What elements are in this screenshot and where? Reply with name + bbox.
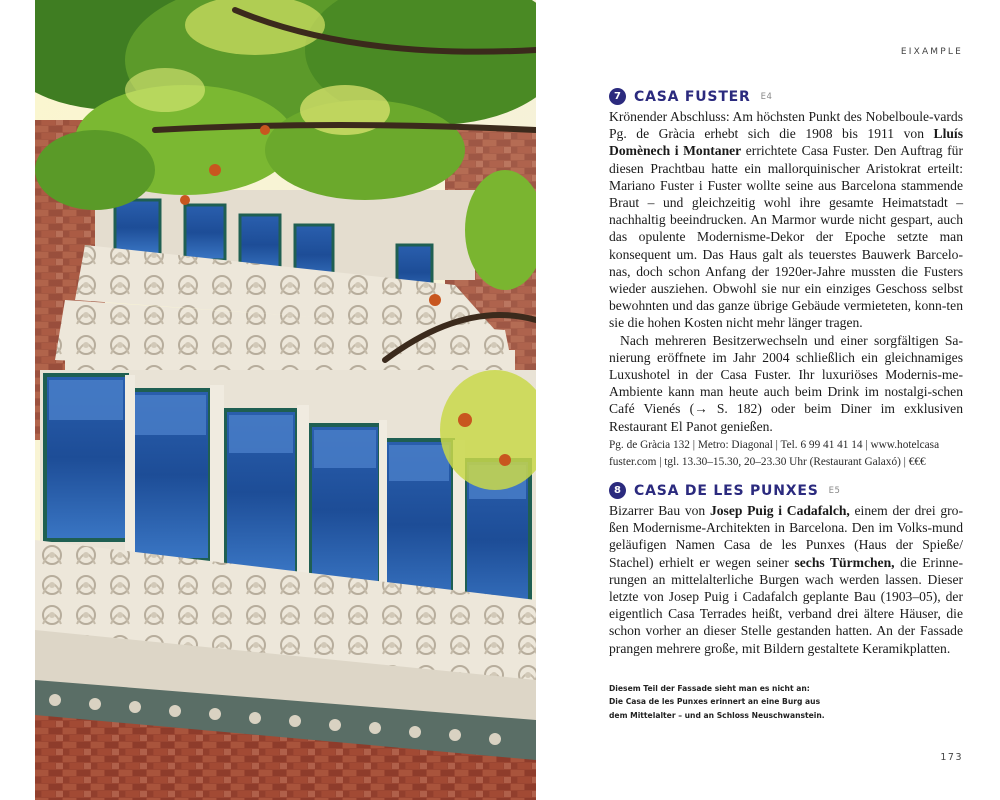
highlight-architect: Josep Puig i Cadafalch,: [709, 503, 850, 518]
entry-title: CASA FUSTER: [634, 88, 751, 105]
entry-paragraph: Nach mehreren Besitzerwechseln und einer sorgfältigen Sa-nierung eröffnete im Jahr 2004 schließlich ein gleichnamiges Luxushotel in der Casa Fuster. Ihr luxuriöses Modernis-me-Ambiente kann man heute auch beim Drink im nostalgi-schen Café Vienés (→ S. 182) oder beim Diner im exklusiven Restaurant El Panot genießen.: [609, 332, 963, 434]
entry-casa-de-les-punxes: [609, 482, 963, 657]
facade-photo: [35, 0, 536, 800]
entry-paragraph: Krönender Abschluss: Am höchsten Punkt des Nobelboule-vards Pg. de Gràcia erhebt sich die 1908 bis 1911 von Lluís Domènech i Montaner errichtete Casa Fuster. Den Auftrag für diesen Prachtbau hatte ein mallorquinischer Aristokrat erteilt: Mariano Fuster i Fuster wollte seine aus Barcelona stammende Braut – und gleichzeitig wohl ihre gesamte Heimatstadt – nachhaltig beeindrucken. An Marmor wurde nicht gespart, auch das opulente Modernisme-Dekor der Epoche setzte man konsequent um. Das Haus galt als teuerstes Bauwerk Barcelo-nas, doch schon Anfang der 1920er-Jahre mussten die Fusters wieder ausziehen. Obwohl sie nur ein einziges Geschoss selbst bewohnten und das ganze übrige Gebäude vermieteten, konn-ten sie die hohen Kosten nicht mehr länger tragen.: [609, 109, 963, 331]
caption-line: Die Casa de les Punxes erinnert an eine Burg aus: [609, 697, 821, 707]
highlight-architect: Lluís Domènech i Montaner: [609, 126, 963, 159]
entry-casa-fuster: [609, 88, 963, 471]
entry-heading: [609, 482, 963, 499]
photo-caption: [609, 682, 869, 722]
entry-heading: [609, 88, 963, 105]
page-number: 173: [940, 752, 963, 763]
entry-title: CASA DE LES PUNXES: [634, 482, 819, 499]
map-grid-reference: E5: [828, 485, 841, 496]
entry-number-badge: 8: [609, 482, 626, 499]
caption-line: dem Mittelalter – und an Schloss Neuschwanstein.: [609, 710, 825, 720]
entry-paragraph: Bizarrer Bau von Josep Puig i Cadafalch, einem der drei gro-ßen Modernisme-Architekten in Barcelona. Den im Volks-mund geläufigen Namen Casa de les Punxes (Haus der Spieße/ Stachel) erhielt er wegen seiner sechs Türmchen, die Erinne-rungen an mittelalterliche Burgen wach werden lassen. Dieser letzte von Josep Puig i Cadafalch geplante Bau (1903–05), der eigentlich Casa Terrades heißt, verband drei ältere Häuser, die schon vorher an dieser Stelle gestanden hatten. An der Fassade prangen mehrere große, mit Bildern gestaltete Keramikplatten.: [609, 503, 963, 656]
caption-line: Diesem Teil der Fassade sieht man es nicht an:: [609, 684, 810, 693]
entry-number-badge: 7: [609, 88, 626, 105]
running-head: EIXAMPLE: [900, 47, 963, 57]
map-grid-reference: E4: [760, 91, 773, 102]
highlight-turrets: sechs Türmchen,: [794, 554, 895, 570]
entry-practical-info: Pg. de Gràcia 132 | Metro: Diagonal | Tel. 6 99 41 41 14 | www.hotelcasa fuster.com | tgl. 13.30–15.30, 20–23.30 Uhr (Restaurant Galaxó) | €€€: [609, 438, 940, 468]
